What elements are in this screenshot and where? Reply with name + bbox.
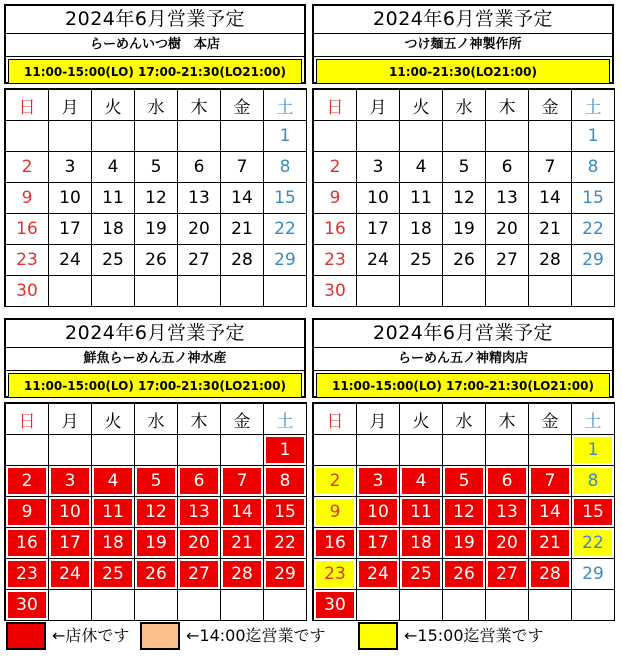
- weekday-header: 月: [357, 90, 400, 121]
- empty-cell: [49, 121, 92, 152]
- day-cell: 15: [264, 497, 307, 528]
- empty-cell: [221, 121, 264, 152]
- day-cell: 21: [529, 528, 572, 559]
- day-cell: 1: [264, 435, 307, 466]
- weekday-header: 月: [357, 404, 400, 435]
- day-cell: 24: [357, 245, 400, 276]
- day-cell: 26: [135, 245, 178, 276]
- day-cell: 13: [486, 183, 529, 214]
- day-cell: 9: [6, 183, 49, 214]
- day-cell: 28: [529, 245, 572, 276]
- day-cell: 19: [135, 528, 178, 559]
- weekday-header: 木: [178, 404, 221, 435]
- day-cell: 19: [135, 214, 178, 245]
- day-cell: 29: [264, 245, 307, 276]
- day-cell: 12: [443, 183, 486, 214]
- weekday-header: 水: [135, 90, 178, 121]
- day-cell: 7: [221, 152, 264, 183]
- day-cell: 13: [178, 183, 221, 214]
- weekday-header: 日: [314, 404, 357, 435]
- day-cell: 10: [49, 183, 92, 214]
- day-cell: 30: [6, 590, 49, 621]
- day-cell: 12: [135, 183, 178, 214]
- weekday-header: 金: [221, 404, 264, 435]
- day-cell: 11: [400, 497, 443, 528]
- day-cell: 11: [92, 183, 135, 214]
- day-cell: 25: [92, 559, 135, 590]
- day-cell: 2: [6, 466, 49, 497]
- day-cell: 14: [529, 183, 572, 214]
- day-cell: 10: [49, 497, 92, 528]
- empty-cell: [314, 435, 357, 466]
- day-cell: 4: [92, 466, 135, 497]
- day-cell: 25: [400, 559, 443, 590]
- weekday-header: 月: [49, 404, 92, 435]
- empty-cell: [443, 121, 486, 152]
- empty-cell: [529, 590, 572, 621]
- day-cell: 25: [400, 245, 443, 276]
- empty-cell: [135, 435, 178, 466]
- calendar-3: [4, 318, 306, 621]
- day-cell: 8: [264, 466, 307, 497]
- empty-cell: [92, 590, 135, 621]
- weekday-header: 金: [529, 90, 572, 121]
- weekday-header: 土: [264, 404, 307, 435]
- weekday-header: 木: [178, 90, 221, 121]
- day-cell: 26: [443, 245, 486, 276]
- day-cell: 1: [264, 121, 307, 152]
- empty-cell: [92, 435, 135, 466]
- empty-cell: [6, 435, 49, 466]
- weekday-header: 火: [92, 404, 135, 435]
- calendar-2: [312, 4, 614, 307]
- day-cell: 14: [221, 497, 264, 528]
- day-cell: 30: [314, 590, 357, 621]
- empty-cell: [178, 121, 221, 152]
- day-cell: 22: [572, 214, 615, 245]
- day-cell: 20: [486, 528, 529, 559]
- day-cell: 19: [443, 528, 486, 559]
- empty-cell: [529, 276, 572, 307]
- day-cell: 24: [49, 559, 92, 590]
- day-cell: 18: [400, 528, 443, 559]
- calendar-header: [4, 318, 306, 398]
- day-cell: 28: [221, 245, 264, 276]
- day-cell: 21: [221, 214, 264, 245]
- day-cell: 5: [135, 152, 178, 183]
- day-cell: 23: [6, 559, 49, 590]
- until14-swatch: [140, 622, 180, 650]
- day-cell: 13: [486, 497, 529, 528]
- empty-cell: [135, 121, 178, 152]
- weekday-header: 日: [314, 90, 357, 121]
- calendar-grid: [4, 88, 307, 307]
- empty-cell: [135, 276, 178, 307]
- day-cell: 10: [357, 497, 400, 528]
- calendar-grid: [312, 402, 615, 621]
- day-cell: 17: [49, 214, 92, 245]
- closed-swatch: [6, 622, 46, 650]
- day-cell: 27: [178, 559, 221, 590]
- weekday-header: 水: [443, 90, 486, 121]
- day-cell: 12: [135, 497, 178, 528]
- empty-cell: [314, 121, 357, 152]
- empty-cell: [486, 276, 529, 307]
- empty-cell: [357, 276, 400, 307]
- calendar-header: [4, 4, 306, 84]
- shop-name: 鮮魚らーめん五ノ神水産: [6, 348, 304, 371]
- day-cell: 18: [92, 528, 135, 559]
- weekday-header: 日: [6, 404, 49, 435]
- day-cell: 22: [264, 528, 307, 559]
- empty-cell: [178, 276, 221, 307]
- day-cell: 10: [357, 183, 400, 214]
- day-cell: 8: [572, 466, 615, 497]
- day-cell: 23: [6, 245, 49, 276]
- empty-cell: [529, 121, 572, 152]
- day-cell: 15: [572, 183, 615, 214]
- weekday-header: 水: [443, 404, 486, 435]
- calendar-grid: [312, 88, 615, 307]
- weekday-header: 木: [486, 404, 529, 435]
- day-cell: 28: [221, 559, 264, 590]
- calendar-title: 2024年6月営業予定: [6, 320, 304, 348]
- empty-cell: [357, 590, 400, 621]
- empty-cell: [178, 435, 221, 466]
- day-cell: 4: [400, 152, 443, 183]
- calendar-title: 2024年6月営業予定: [314, 320, 612, 348]
- empty-cell: [49, 435, 92, 466]
- day-cell: 6: [486, 152, 529, 183]
- day-cell: 21: [221, 528, 264, 559]
- day-cell: 22: [572, 528, 615, 559]
- day-cell: 3: [357, 152, 400, 183]
- empty-cell: [443, 590, 486, 621]
- legend: [4, 620, 618, 654]
- day-cell: 16: [6, 528, 49, 559]
- day-cell: 26: [135, 559, 178, 590]
- day-cell: 5: [443, 466, 486, 497]
- until15-swatch: [358, 622, 398, 650]
- day-cell: 17: [357, 214, 400, 245]
- shop-name: つけ麺五ノ神製作所: [314, 34, 612, 57]
- day-cell: 24: [49, 245, 92, 276]
- closed-label: ←店休です: [52, 626, 130, 645]
- empty-cell: [443, 435, 486, 466]
- weekday-header: 月: [49, 90, 92, 121]
- empty-cell: [400, 276, 443, 307]
- empty-cell: [6, 121, 49, 152]
- empty-cell: [443, 276, 486, 307]
- day-cell: 17: [357, 528, 400, 559]
- empty-cell: [92, 276, 135, 307]
- weekday-header: 金: [221, 90, 264, 121]
- empty-cell: [264, 590, 307, 621]
- calendar-title: 2024年6月営業予定: [314, 6, 612, 34]
- empty-cell: [486, 590, 529, 621]
- day-cell: 20: [486, 214, 529, 245]
- day-cell: 3: [49, 152, 92, 183]
- day-cell: 24: [357, 559, 400, 590]
- day-cell: 14: [221, 183, 264, 214]
- weekday-header: 日: [6, 90, 49, 121]
- empty-cell: [178, 590, 221, 621]
- calendar-header: [312, 318, 614, 398]
- empty-cell: [357, 435, 400, 466]
- day-cell: 20: [178, 528, 221, 559]
- empty-cell: [400, 590, 443, 621]
- day-cell: 2: [314, 152, 357, 183]
- day-cell: 17: [49, 528, 92, 559]
- day-cell: 5: [443, 152, 486, 183]
- day-cell: 8: [572, 152, 615, 183]
- day-cell: 18: [92, 214, 135, 245]
- day-cell: 7: [529, 152, 572, 183]
- empty-cell: [529, 435, 572, 466]
- day-cell: 23: [314, 559, 357, 590]
- day-cell: 11: [92, 497, 135, 528]
- day-cell: 26: [443, 559, 486, 590]
- empty-cell: [486, 121, 529, 152]
- day-cell: 22: [264, 214, 307, 245]
- day-cell: 14: [529, 497, 572, 528]
- day-cell: 2: [314, 466, 357, 497]
- day-cell: 2: [6, 152, 49, 183]
- business-hours: 11:00-15:00(LO) 17:00-21:30(LO21:00): [316, 373, 610, 398]
- day-cell: 6: [178, 466, 221, 497]
- empty-cell: [221, 435, 264, 466]
- weekday-header: 金: [529, 404, 572, 435]
- day-cell: 23: [314, 245, 357, 276]
- day-cell: 8: [264, 152, 307, 183]
- day-cell: 28: [529, 559, 572, 590]
- day-cell: 9: [314, 497, 357, 528]
- empty-cell: [92, 121, 135, 152]
- day-cell: 3: [49, 466, 92, 497]
- day-cell: 16: [314, 214, 357, 245]
- empty-cell: [135, 590, 178, 621]
- empty-cell: [357, 121, 400, 152]
- empty-cell: [49, 276, 92, 307]
- empty-cell: [221, 590, 264, 621]
- day-cell: 15: [572, 497, 615, 528]
- day-cell: 20: [178, 214, 221, 245]
- empty-cell: [221, 276, 264, 307]
- day-cell: 30: [6, 276, 49, 307]
- shop-name: らーめん五ノ神精肉店: [314, 348, 612, 371]
- until15-label: ←15:00迄営業です: [404, 626, 544, 645]
- day-cell: 16: [6, 214, 49, 245]
- weekday-header: 土: [572, 404, 615, 435]
- weekday-header: 土: [572, 90, 615, 121]
- empty-cell: [400, 435, 443, 466]
- calendar-4: [312, 318, 614, 621]
- empty-cell: [49, 590, 92, 621]
- day-cell: 1: [572, 121, 615, 152]
- day-cell: 11: [400, 183, 443, 214]
- day-cell: 12: [443, 497, 486, 528]
- calendar-grid: [4, 402, 307, 621]
- day-cell: 13: [178, 497, 221, 528]
- shop-name: らーめんいつ樹 本店: [6, 34, 304, 57]
- day-cell: 25: [92, 245, 135, 276]
- weekday-header: 木: [486, 90, 529, 121]
- weekday-header: 水: [135, 404, 178, 435]
- day-cell: 6: [486, 466, 529, 497]
- day-cell: 19: [443, 214, 486, 245]
- day-cell: 9: [314, 183, 357, 214]
- business-hours: 11:00-21:30(LO21:00): [316, 59, 610, 84]
- empty-cell: [264, 276, 307, 307]
- day-cell: 9: [6, 497, 49, 528]
- day-cell: 27: [486, 245, 529, 276]
- day-cell: 29: [572, 245, 615, 276]
- empty-cell: [400, 121, 443, 152]
- day-cell: 3: [357, 466, 400, 497]
- weekday-header: 火: [400, 404, 443, 435]
- calendar-1: [4, 4, 306, 307]
- day-cell: 29: [264, 559, 307, 590]
- day-cell: 1: [572, 435, 615, 466]
- business-hours: 11:00-15:00(LO) 17:00-21:30(LO21:00): [8, 373, 302, 398]
- day-cell: 30: [314, 276, 357, 307]
- weekday-header: 火: [400, 90, 443, 121]
- day-cell: 27: [486, 559, 529, 590]
- empty-cell: [572, 276, 615, 307]
- day-cell: 15: [264, 183, 307, 214]
- empty-cell: [572, 590, 615, 621]
- day-cell: 18: [400, 214, 443, 245]
- day-cell: 29: [572, 559, 615, 590]
- weekday-header: 土: [264, 90, 307, 121]
- until14-label: ←14:00迄営業です: [186, 626, 326, 645]
- day-cell: 5: [135, 466, 178, 497]
- weekday-header: 火: [92, 90, 135, 121]
- day-cell: 4: [92, 152, 135, 183]
- day-cell: 4: [400, 466, 443, 497]
- business-hours: 11:00-15:00(LO) 17:00-21:30(LO21:00): [8, 59, 302, 84]
- day-cell: 27: [178, 245, 221, 276]
- day-cell: 16: [314, 528, 357, 559]
- day-cell: 7: [221, 466, 264, 497]
- day-cell: 7: [529, 466, 572, 497]
- calendar-header: [312, 4, 614, 84]
- calendar-title: 2024年6月営業予定: [6, 6, 304, 34]
- day-cell: 21: [529, 214, 572, 245]
- empty-cell: [486, 435, 529, 466]
- day-cell: 6: [178, 152, 221, 183]
